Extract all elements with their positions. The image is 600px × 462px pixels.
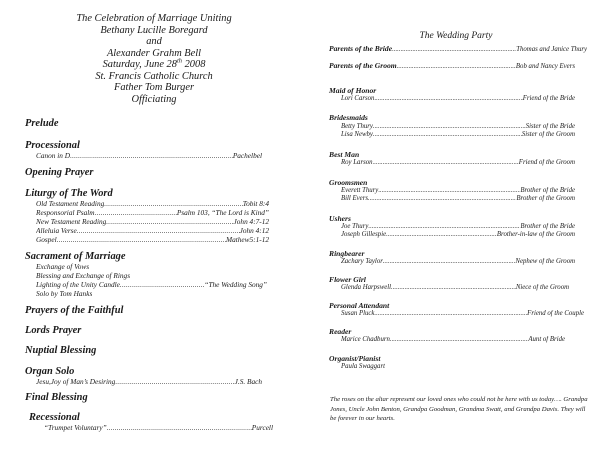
party-row-joseph (341, 231, 575, 238)
parents-bride-label: Parents of the Bride (329, 44, 393, 53)
lisa-value: Sister of the Groom (521, 131, 575, 138)
leader-dots (374, 310, 527, 317)
lori-value: Friend of the Bride (522, 95, 575, 102)
role-maid-of-honor: Maid of Honor (329, 86, 377, 95)
leader-dots (95, 208, 177, 217)
lisa-label: Lisa Newby (341, 131, 373, 138)
header-line-celebration: The Celebration of Marriage Uniting (76, 13, 232, 24)
joseph-value: Brother-in-law of the Groom (496, 231, 575, 238)
header-line-priest: Father Tom Burger (113, 82, 195, 93)
new-testament-label: New Testament Reading (36, 217, 107, 226)
section-liturgy: Liturgy of The Word (25, 188, 113, 199)
gospel-value: Mathew5:1-12 (226, 235, 269, 244)
program-item-solo: Solo by Tom Hanks (36, 289, 93, 298)
canon-value: Pachelbel (232, 151, 262, 160)
gospel-label: Gospel (36, 235, 57, 244)
leader-dots (390, 336, 528, 343)
program-item-unity (36, 280, 267, 289)
joe-label: Joe Thury (341, 223, 369, 230)
party-row-parents-groom (329, 61, 575, 70)
leader-dots (70, 151, 233, 160)
program-item-jesu (36, 377, 262, 386)
party-row-everett (341, 187, 575, 194)
leader-dots (383, 258, 516, 265)
leader-dots (115, 377, 234, 386)
header-line-date (20, 59, 288, 71)
jesu-value: J.S. Bach (234, 377, 262, 386)
joseph-label: Joseph Gillespie (341, 231, 387, 238)
section-prelude: Prelude (25, 118, 59, 129)
marice-label: Marice Chadburn (341, 336, 390, 343)
zachary-value: Nephew of the Groom (515, 258, 575, 265)
trumpet-value: Purcell (251, 423, 273, 432)
everett-value: Brother of the Bride (520, 187, 575, 194)
paula-label: Paula Swaggart (341, 363, 385, 370)
party-row-marice (341, 336, 565, 343)
section-opening-prayer: Opening Prayer (25, 167, 94, 178)
susan-value: Friend of the Couple (527, 310, 584, 317)
leader-dots (386, 231, 497, 238)
unity-label: Lighting of the Unity Candle (36, 280, 120, 289)
leader-dots (368, 195, 516, 202)
header-date-text: Saturday, June 28 (102, 59, 177, 70)
program-item-new-testament (36, 217, 269, 226)
party-row-glenda (341, 284, 569, 291)
memoriam-note: The roses on the altar represent our loved ones who could not be here with us today…. Grandpa Jones, Uncle John Benton, Grandpa Goodman, Grandma Swatt, and Grandpa Davis. They will be forever in our hearts. (330, 396, 588, 423)
section-prayers: Prayers of the Faithful (25, 305, 124, 316)
header-date-suffix: th (176, 57, 183, 65)
program-item-rings: Blessing and Exchange of Rings (36, 271, 131, 280)
program-item-alleluia (36, 226, 269, 235)
old-testament-value: Tobit 8:4 (242, 199, 269, 208)
leader-dots (374, 95, 522, 102)
leader-dots (104, 199, 242, 208)
lori-label: Lori Carson (341, 95, 375, 102)
wedding-party-title: The Wedding Party (419, 31, 493, 41)
role-best-man: Best Man (329, 150, 360, 159)
program-item-psalm (36, 208, 269, 217)
leader-dots (106, 217, 233, 226)
role-groomsmen: Groomsmen (329, 178, 368, 187)
leader-dots (368, 223, 520, 230)
roy-value: Friend of the Groom (518, 159, 575, 166)
jesu-label: Jesu,Joy of Man’s Desiring (36, 377, 116, 386)
party-row-betty (341, 123, 575, 130)
party-row-susan (341, 310, 584, 317)
leader-dots (378, 187, 520, 194)
alleluia-value: John 4:12 (239, 226, 269, 235)
role-ringbearer: Ringbearer (329, 249, 365, 258)
parents-bride-value: Thomas and Janice Thury (516, 46, 587, 53)
glenda-label: Glenda Harpswell (341, 284, 392, 291)
canon-label: Canon in D (36, 151, 71, 160)
program-item-trumpet (44, 423, 273, 432)
unity-value: “The Wedding Song” (204, 280, 267, 289)
leader-dots (57, 235, 226, 244)
role-reader: Reader (329, 327, 352, 336)
header-line-officiating: Officiating (131, 93, 177, 105)
zachary-label: Zachary Taylor (341, 258, 383, 265)
header-line-bride: Bethany Lucille Boregard (100, 24, 208, 36)
role-personal-attendant: Personal Attendant (329, 301, 390, 310)
leader-dots (397, 63, 516, 70)
betty-label: Betty Thury (341, 123, 373, 130)
leader-dots (392, 46, 516, 53)
section-lords-prayer: Lords Prayer (25, 325, 82, 336)
bill-value: Brother of the Groom (516, 195, 575, 202)
ceremony-header (20, 13, 288, 105)
role-organist: Organist/Pianist (329, 354, 381, 363)
leader-dots (77, 226, 240, 235)
new-testament-value: John 4:7-12 (233, 217, 269, 226)
psalm-value: Psalm 103, “The Lord is Kind” (176, 208, 269, 217)
role-bridesmaids: Bridesmaids (329, 113, 368, 122)
parents-groom-value: Bob and Nancy Evers (515, 63, 575, 70)
joe-value: Brother of the Bride (520, 223, 575, 230)
party-row-zachary (341, 258, 575, 265)
roy-label: Roy Larson (341, 159, 373, 166)
old-testament-label: Old Testament Reading (36, 199, 105, 208)
section-final-blessing: Final Blessing (25, 392, 88, 403)
susan-label: Susan Pluck (341, 310, 375, 317)
leader-dots (373, 159, 519, 166)
leader-dots (373, 123, 526, 130)
section-processional: Processional (25, 140, 80, 151)
bill-label: Bill Evers (341, 195, 368, 202)
program-item-canon (36, 151, 262, 160)
leader-dots (107, 423, 252, 432)
program-item-vows: Exchange of Vows (36, 262, 90, 271)
party-row-lori (341, 95, 575, 102)
section-organ-solo: Organ Solo (25, 366, 75, 377)
role-flower-girl: Flower Girl (329, 275, 366, 284)
program-item-gospel (36, 235, 269, 244)
party-row-parents-bride (329, 44, 587, 53)
leader-dots (120, 280, 205, 289)
leader-dots (373, 131, 522, 138)
everett-label: Everett Thury (341, 187, 379, 194)
section-nuptial: Nuptial Blessing (25, 345, 97, 356)
party-row-roy (341, 159, 575, 166)
party-row-paula (341, 363, 385, 370)
section-sacrament: Sacrament of Marriage (25, 251, 126, 262)
party-row-joe (341, 223, 575, 230)
psalm-label: Responsorial Psalm (36, 208, 95, 217)
party-row-bill (341, 195, 575, 202)
party-row-lisa (341, 131, 575, 138)
header-date-year: 2008 (182, 59, 206, 70)
header-line-church: St. Francis Catholic Church (95, 70, 213, 82)
leader-dots (391, 284, 516, 291)
program-item-old-testament (36, 199, 269, 208)
role-ushers: Ushers (329, 214, 351, 223)
alleluia-label: Alleluia Verse (36, 226, 77, 235)
betty-value: Sister of the Bride (525, 123, 575, 130)
trumpet-label: “Trumpet Voluntary” (44, 423, 107, 432)
header-line-groom: Alexander Grahm Bell (106, 47, 202, 59)
glenda-value: Niece of the Groom (515, 284, 569, 291)
parents-groom-label: Parents of the Groom (329, 61, 397, 70)
header-line-and: and (146, 36, 162, 47)
marice-value: Aunt of Bride (528, 336, 565, 343)
section-recessional: Recessional (29, 412, 80, 423)
